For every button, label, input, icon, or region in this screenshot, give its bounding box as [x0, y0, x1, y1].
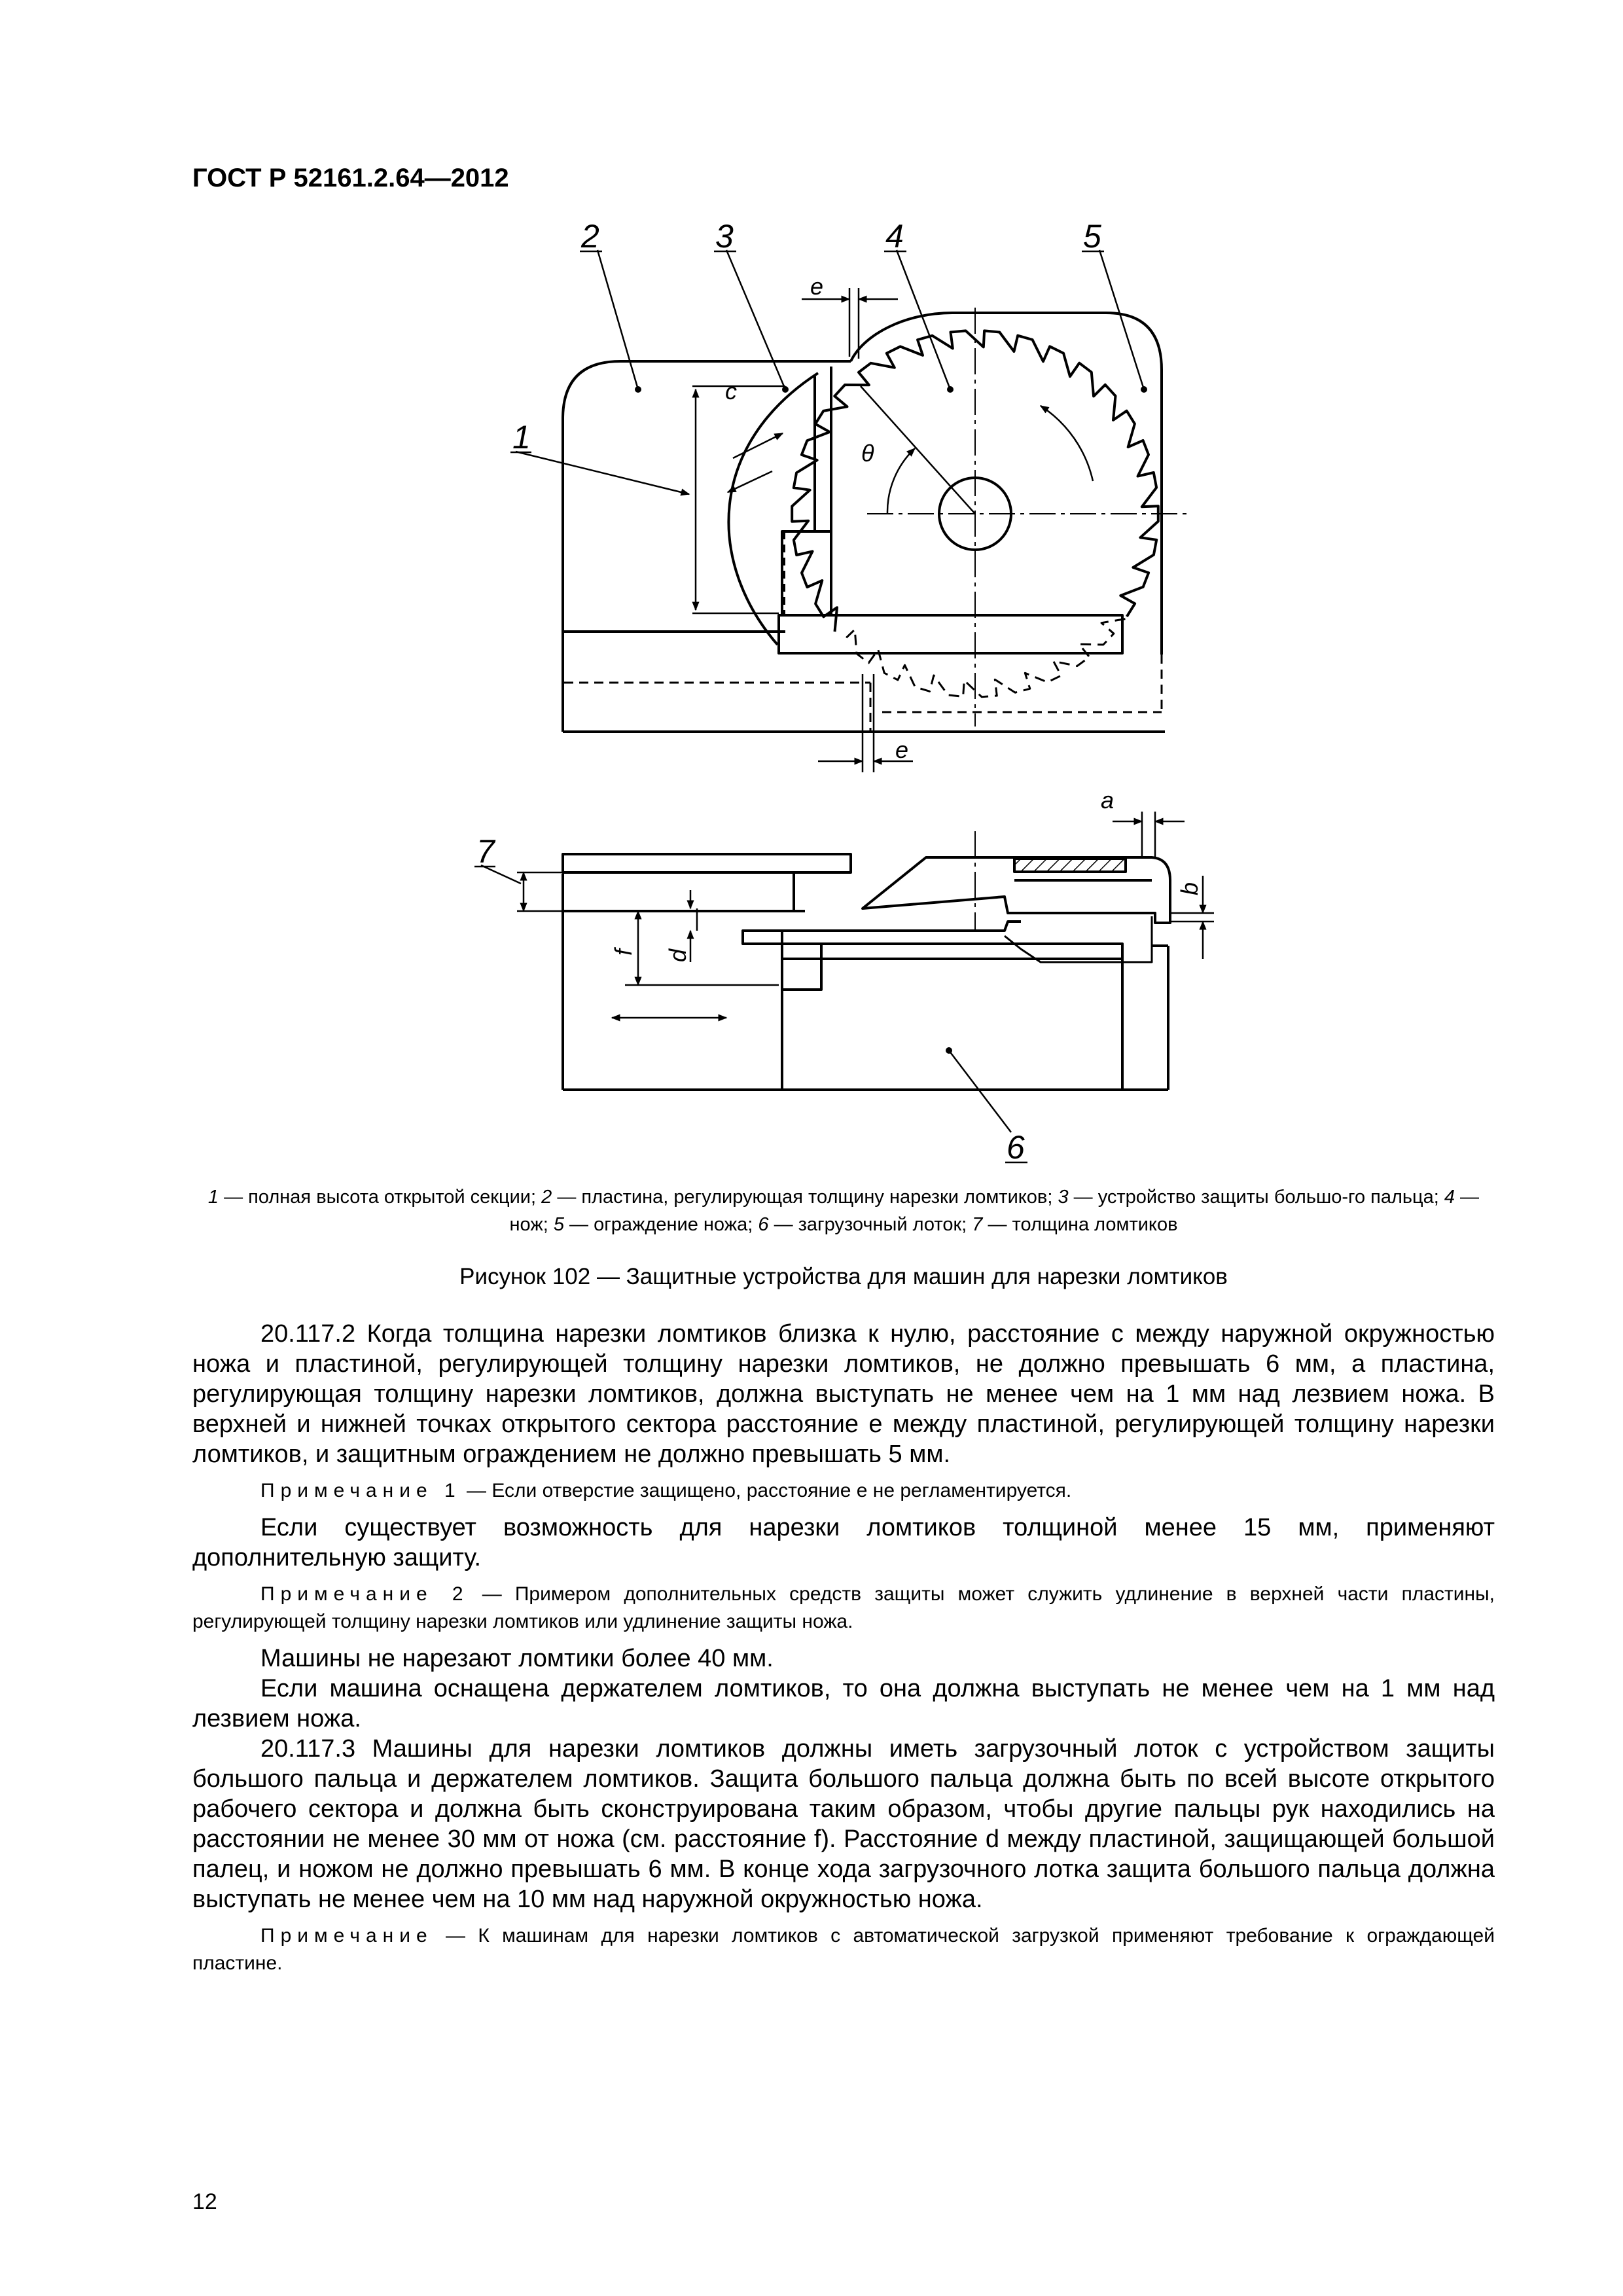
blade-guard	[851, 313, 1162, 655]
paragraph-less-15mm: Если существует возможность для нарезки ломтиков толщиной менее 15 мм, применяют дополнительную защиту.	[192, 1514, 1495, 1571]
dim-label-theta: θ	[861, 440, 874, 467]
dim-label-b: b	[1176, 882, 1203, 895]
standard-header: ГОСТ Р 52161.2.64—2012	[192, 164, 509, 192]
paragraph-40mm: Машины не нарезают ломтики более 40 мм.	[260, 1645, 774, 1672]
dim-label-c: c	[725, 378, 737, 404]
page-number: 12	[192, 2189, 217, 2214]
figure-caption: Рисунок 102 — Защитные устройства для машин для нарезки ломтиков	[459, 1264, 1228, 1289]
figure-legend: 1 — полная высота открытой секции; 2 — пластина, регулирующая толщину нарезки ломтиков; 3 — устройство защиты большо-го пальца; 4 — нож; 5 — ограждение ножа; 6 — загрузочный лоток; 7 — толщина ломтиков	[207, 1187, 1480, 1235]
document-body	[192, 1319, 1495, 1977]
dim-label-e-bottom: e	[895, 736, 909, 763]
note-2: Примечание 2 — Примером дополнительных средств защиты может служить удлинение в верхней части пластины, регулирующей толщину нарезки ломтиков или удлинение защиты ножа.	[192, 1583, 1495, 1632]
callout-3: 3	[715, 218, 734, 255]
callout-1: 1	[512, 419, 531, 456]
dim-label-d: d	[664, 948, 691, 962]
callout-leaders-side	[481, 865, 1011, 1132]
note-1: Примечание 1 — Если отверстие защищено, расстояние е не регламентируется.	[260, 1480, 1072, 1501]
callout-5: 5	[1083, 218, 1101, 255]
dim-label-e-top: e	[810, 273, 824, 300]
feed-tray-top-view	[779, 531, 1122, 653]
note-3: Примечание — К машинам для нарезки ломтиков с автоматической загрузкой применяют требование к ограждающей пластине.	[192, 1925, 1495, 1974]
dim-label-a: a	[1101, 787, 1115, 814]
centerlines	[867, 308, 1188, 726]
callout-4: 4	[885, 218, 904, 255]
paragraph-20-117-2: 20.117.2 Когда толщина нарезки ломтиков близка к нулю, расстояние с между наружной окружностью ножа и пластиной, регулирующей толщину нарезки ломтиков, не должно превышать 6 мм, а пластина, регулирующая толщину нарезки ломтиков, должна выступать не менее чем на 1 мм над лезвием ножа. В верхней и нижней точках открытого сектора расстояние е между пластиной, регулирующей толщину нарезки ломтиков, и защитным ограждением не должно превышать 5 мм.	[192, 1320, 1495, 1468]
callout-6: 6	[1007, 1129, 1025, 1165]
dimension-lines-side	[517, 812, 1214, 1018]
callout-2: 2	[581, 218, 599, 255]
dim-label-f: f	[610, 948, 637, 956]
blade-side-view	[863, 857, 1170, 923]
paragraph-slice-holder: Если машина оснащена держателем ломтиков, то она должна выступать не менее чем на 1 мм над лезвием ножа.	[192, 1675, 1495, 1732]
feed-tray-side-view	[743, 916, 1152, 1090]
callout-7: 7	[476, 833, 495, 870]
machine-body-top-view	[563, 361, 1165, 732]
paragraph-20-117-3: 20.117.3 Машины для нарезки ломтиков должны иметь загрузочный лоток с устройством защиты большого пальца и держателем ломтиков. Защита большого пальца должна быть по всей высоте открытого рабочего сектора и должна быть сконструирована таким образом, чтобы другие пальцы рук находились на расстоянии не менее 30 мм от ножа (см. расстояние f). Расстояние d между пластиной, защищающей большой палец, и ножом не должно превышать 6 мм. В конце хода загрузочного лотка защита большого пальца должна выступать не менее чем на 10 мм над наружной окружностью ножа.	[192, 1735, 1495, 1913]
machine-body-side-view	[563, 854, 1168, 1090]
